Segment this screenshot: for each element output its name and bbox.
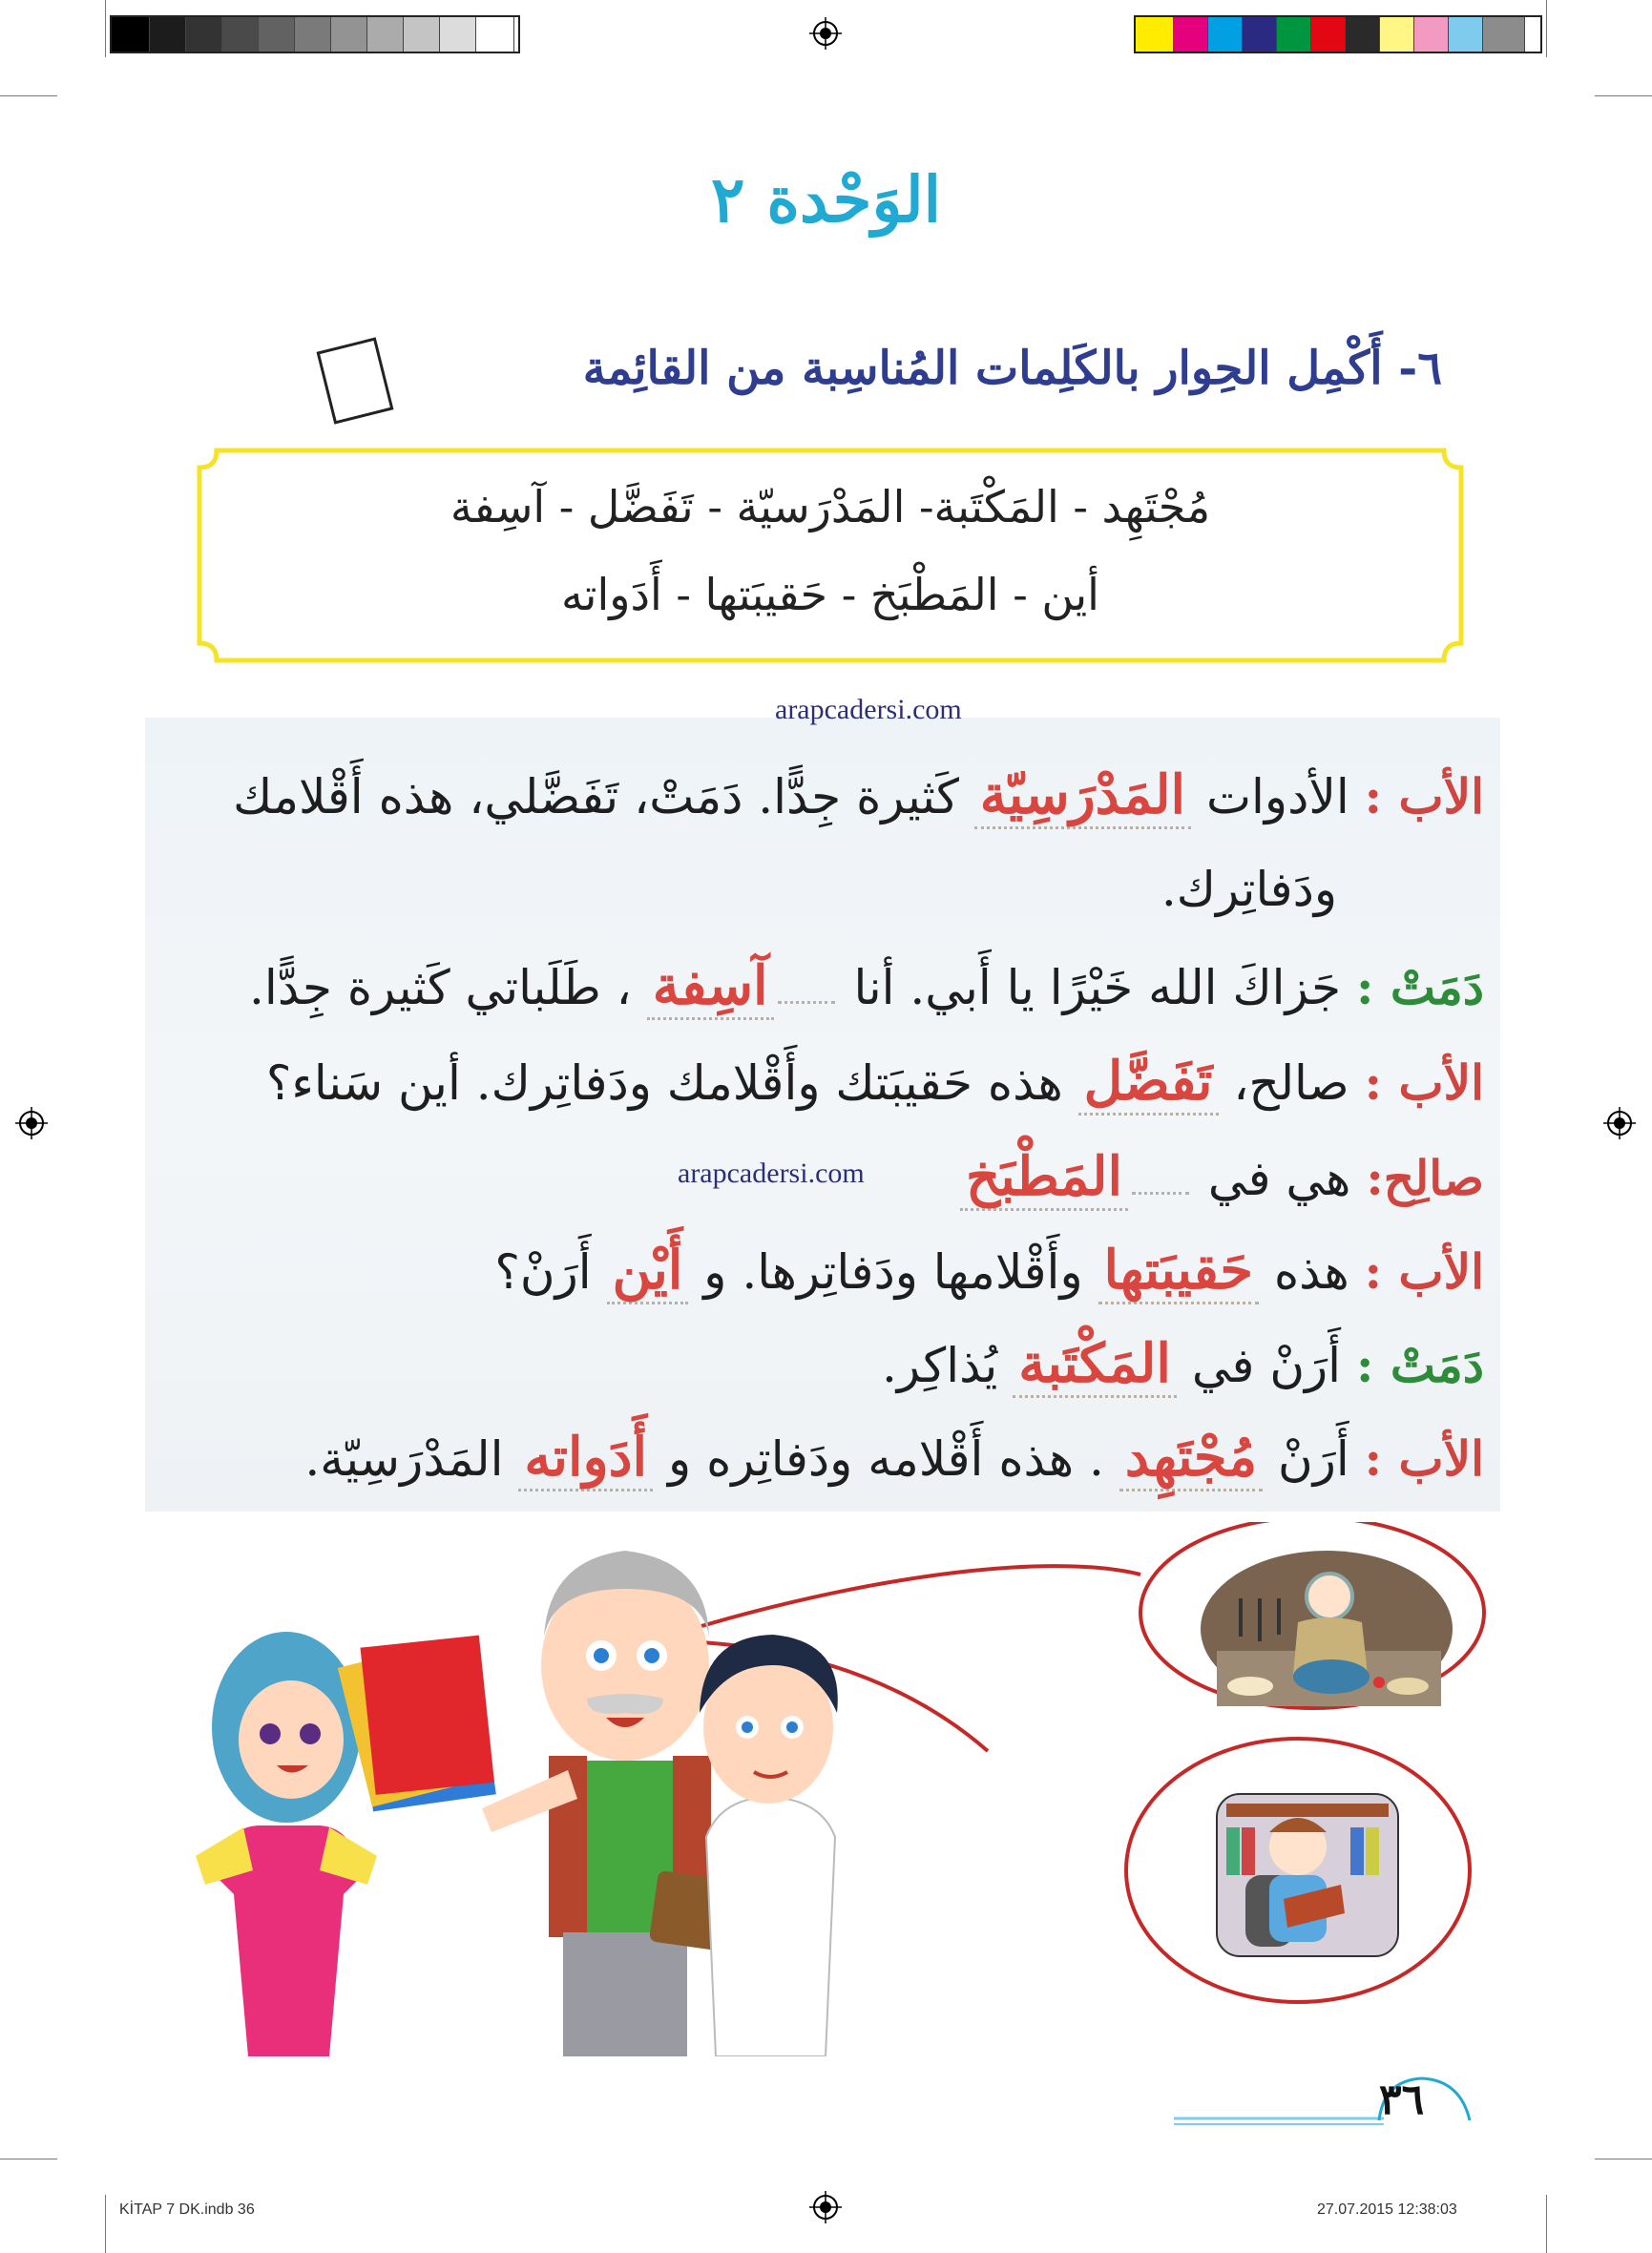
dialogue-text: . هذه أَقْلامه ودَفاتِره و xyxy=(668,1431,1104,1487)
crop-mark xyxy=(1546,2195,1547,2253)
answer-word: تَفَضَّل xyxy=(1078,1050,1219,1116)
dialogue-line xyxy=(1161,861,1337,918)
dialogue-text: وأَقْلامها ودَفاتِرها. و xyxy=(703,1244,1083,1300)
notebooks-icon xyxy=(338,1636,496,1812)
speaker-label: صالِح: xyxy=(1366,1150,1484,1206)
dialogue-text: أَرَنْ؟ xyxy=(494,1244,592,1300)
watermark: arapcadersi.com xyxy=(678,1158,865,1189)
dialogue-text: كَثيرة جِدًّا. دَمَتْ، تَفَضَّلي، هذه أَقْلامك xyxy=(233,769,959,824)
dialogue-text: صالح، xyxy=(1233,1055,1349,1111)
dialogue-line xyxy=(304,1426,1484,1490)
dialogue-text: المَدْرَسِيّة. xyxy=(304,1431,504,1487)
answer-word: أَدَواته xyxy=(518,1426,653,1492)
print-file-info: KİTAP 7 DK.indb 36 xyxy=(119,2201,255,2218)
page-number-decoration xyxy=(1164,2061,1489,2138)
word-bank xyxy=(196,447,1465,664)
dialogue-text: الأدوات xyxy=(1205,769,1349,824)
color-calibration-strip xyxy=(1134,15,1542,53)
answer-word: المَطْبَخ xyxy=(960,1145,1128,1211)
father-figure xyxy=(482,1551,739,2056)
dialogue-text: هذه حَقيبَتك وأَقْلامك ودَفاتِرك. أين سَناء؟ xyxy=(265,1055,1063,1111)
unit-title: الوَحْدة ٢ xyxy=(711,162,941,237)
registration-mark-icon xyxy=(809,17,842,50)
registration-mark-icon xyxy=(809,2191,842,2223)
print-date-info: 27.07.2015 12:38:03 xyxy=(1317,2201,1457,2218)
crop-mark xyxy=(105,2195,106,2253)
page-number: ٣٦ xyxy=(1379,2076,1425,2124)
speaker-label: الأب : xyxy=(1364,768,1484,824)
speaker-label: دَمَتْ : xyxy=(1355,1337,1484,1393)
registration-mark-icon xyxy=(15,1107,48,1139)
dialogue-text: ودَفاتِرك. xyxy=(1161,862,1337,917)
dialogue-text: ، طَلَباتي كَثيرة جِدًّا. xyxy=(249,960,632,1015)
watermark: arapcadersi.com xyxy=(775,694,962,725)
dialogue-line xyxy=(494,1239,1484,1303)
dialogue-text: أَرَنْ xyxy=(1277,1431,1349,1487)
dialogue-text: جَزاكَ الله خَيْرًا يا أَبي. أنا xyxy=(853,960,1342,1015)
family-illustration xyxy=(186,1522,1513,2056)
answer-word: آسِفة xyxy=(647,954,774,1020)
exercise-heading: ٦- أَكْمِل الحِوار بالكَلِمات المُناسِبة من القائِمة xyxy=(582,342,1442,395)
word-bank-frame xyxy=(196,447,1465,664)
checkbox-icon xyxy=(317,337,394,424)
speaker-label: الأب : xyxy=(1364,1243,1484,1300)
dialogue-text: يُذاكِر. xyxy=(881,1338,998,1393)
crop-mark xyxy=(1595,95,1652,96)
answer-word: أَيْن xyxy=(607,1239,689,1304)
word-bank-line-2: أين - المَطْبَخ - حَقيبَتها - أَدَواته xyxy=(561,569,1099,620)
speech-bubble-tail xyxy=(682,1566,1140,1632)
dialogue-line xyxy=(882,1332,1484,1396)
answer-word: المَكْتَبة xyxy=(1013,1332,1177,1398)
speaker-label: الأب : xyxy=(1364,1054,1484,1111)
dialogue-line xyxy=(249,954,1484,1018)
crop-mark xyxy=(105,0,106,57)
dialogue-line xyxy=(266,1050,1484,1114)
answer-word: مُجْتَهِد xyxy=(1119,1426,1263,1492)
answer-word: حَقيبَتها xyxy=(1098,1239,1260,1304)
dialogue-text: أَرَنْ في xyxy=(1191,1338,1342,1393)
speaker-label: دَمَتْ : xyxy=(1355,959,1484,1015)
dialogue-text: هذه xyxy=(1273,1244,1349,1300)
boy-figure xyxy=(700,1635,838,2056)
crop-mark xyxy=(1546,0,1547,57)
registration-mark-icon xyxy=(1603,1107,1636,1139)
grayscale-calibration-strip xyxy=(110,15,520,53)
dialogue-line xyxy=(233,763,1484,827)
dialogue-line xyxy=(960,1145,1484,1209)
library-thought-bubble xyxy=(1126,1739,1470,2002)
dialogue-text: هي في xyxy=(1207,1151,1351,1206)
crop-mark xyxy=(0,95,57,96)
kitchen-thought-bubble xyxy=(1140,1522,1484,1708)
word-bank-line-1: مُجْتَهِد - المَكْتَبة- المَدْرَسيّة - تَفَضَّل - آسِفة xyxy=(450,481,1211,532)
answer-word: المَدْرَسِيّة xyxy=(974,763,1191,829)
speaker-label: الأب : xyxy=(1364,1430,1484,1487)
